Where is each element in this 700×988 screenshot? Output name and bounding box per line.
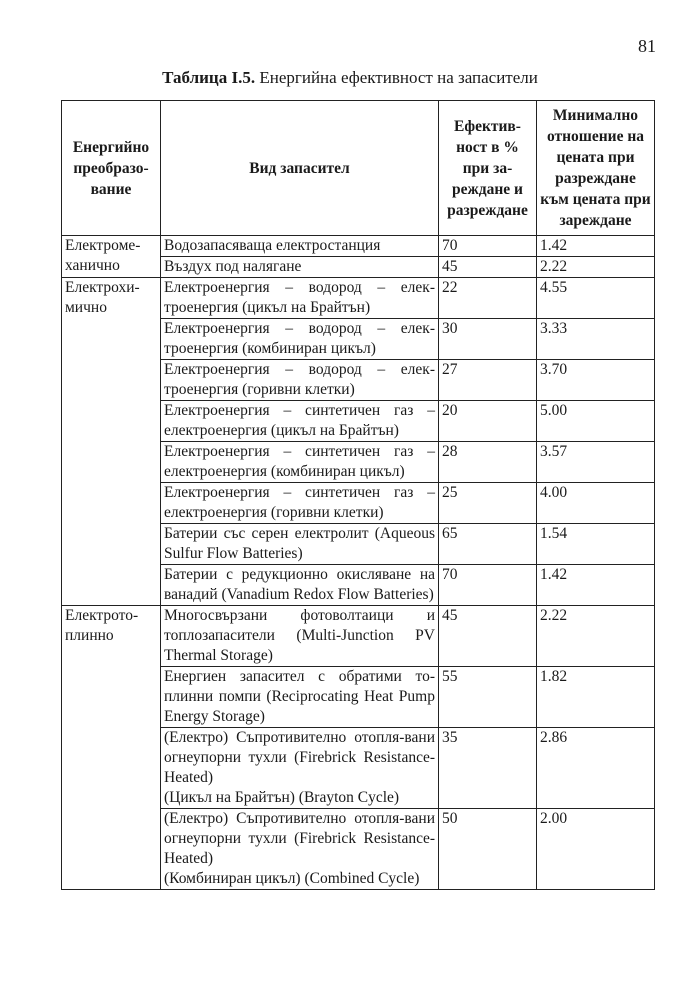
table-header-row: [62, 101, 655, 236]
table-row: [62, 606, 655, 667]
energy-efficiency-table: [61, 100, 655, 890]
price-ratio-cell: 4.55: [537, 278, 655, 319]
price-ratio-cell: 3.33: [537, 319, 655, 360]
price-ratio-cell: 4.00: [537, 483, 655, 524]
table-caption: [0, 68, 700, 88]
price-ratio-cell: 1.42: [537, 236, 655, 257]
efficiency-cell: 50: [439, 809, 537, 890]
efficiency-cell: 45: [439, 606, 537, 667]
efficiency-cell: 22: [439, 278, 537, 319]
efficiency-cell: 55: [439, 667, 537, 728]
storage-type-cell: Водозапасяваща електростанция: [161, 236, 439, 257]
storage-type-cell: Батерии с редукционно окисляване на ванадий (Vanadium Redox Flow Batteries): [161, 565, 439, 606]
header-efficiency: Ефектив-ност в % при за-реждане и разреждане: [439, 101, 537, 236]
price-ratio-cell: 2.22: [537, 257, 655, 278]
efficiency-cell: 35: [439, 728, 537, 809]
table-row: [62, 236, 655, 257]
efficiency-cell: 70: [439, 565, 537, 606]
efficiency-cell: 28: [439, 442, 537, 483]
price-ratio-cell: 3.57: [537, 442, 655, 483]
efficiency-cell: 20: [439, 401, 537, 442]
storage-type-cell: Електроенергия – водород – елек-троенергия (цикъл на Брайтън): [161, 278, 439, 319]
price-ratio-cell: 2.00: [537, 809, 655, 890]
header-conversion: Енергийно преобразо-вание: [62, 101, 161, 236]
header-price-ratio: Минимално отношение на цената при разреждане към цената при зареждане: [537, 101, 655, 236]
price-ratio-cell: 3.70: [537, 360, 655, 401]
storage-type-cell: Електроенергия – синтетичен газ – електроенергия (комбиниран цикъл): [161, 442, 439, 483]
efficiency-cell: 65: [439, 524, 537, 565]
storage-type-cell: (Електро) Съпротивително отопля-вани огнеупорни тухли (Firebrick Resistance-Heated) (Комбиниран цикъл) (Combined Cycle): [161, 809, 439, 890]
price-ratio-cell: 1.82: [537, 667, 655, 728]
efficiency-cell: 70: [439, 236, 537, 257]
category-cell: Електрото-плинно: [62, 606, 161, 890]
efficiency-cell: 27: [439, 360, 537, 401]
storage-type-cell: Въздух под налягане: [161, 257, 439, 278]
price-ratio-cell: 5.00: [537, 401, 655, 442]
category-cell: Електроме-ханично: [62, 236, 161, 278]
price-ratio-cell: 1.42: [537, 565, 655, 606]
storage-type-cell: Батерии със серен електролит (Aqueous Sulfur Flow Batteries): [161, 524, 439, 565]
storage-type-cell: (Електро) Съпротивително отопля-вани огнеупорни тухли (Firebrick Resistance-Heated) (Цикъл на Брайтън) (Brayton Cycle): [161, 728, 439, 809]
efficiency-cell: 45: [439, 257, 537, 278]
efficiency-cell: 25: [439, 483, 537, 524]
table-caption-label: Таблица I.5.: [162, 68, 256, 87]
storage-type-cell: Многосвързани фотоволтаици и топлозапасители (Multi-Junction PV Thermal Storage): [161, 606, 439, 667]
efficiency-cell: 30: [439, 319, 537, 360]
storage-type-cell: Електроенергия – синтетичен газ – електроенергия (горивни клетки): [161, 483, 439, 524]
table-body: [62, 236, 655, 890]
price-ratio-cell: 1.54: [537, 524, 655, 565]
category-cell: Електрохи-мично: [62, 278, 161, 606]
storage-type-cell: Енергиен запасител с обратими то-плинни помпи (Reciprocating Heat Pump Energy Storage): [161, 667, 439, 728]
page-number: 81: [638, 36, 656, 56]
price-ratio-cell: 2.86: [537, 728, 655, 809]
table-row: [62, 278, 655, 319]
storage-type-cell: Електроенергия – водород – елек-троенергия (комбиниран цикъл): [161, 319, 439, 360]
storage-type-cell: Електроенергия – синтетичен газ – електроенергия (цикъл на Брайтън): [161, 401, 439, 442]
header-storage-type: Вид запасител: [161, 101, 439, 236]
price-ratio-cell: 2.22: [537, 606, 655, 667]
storage-type-cell: Електроенергия – водород – елек-троенергия (горивни клетки): [161, 360, 439, 401]
table-caption-text: Енергийна ефективност на запасители: [255, 68, 538, 87]
